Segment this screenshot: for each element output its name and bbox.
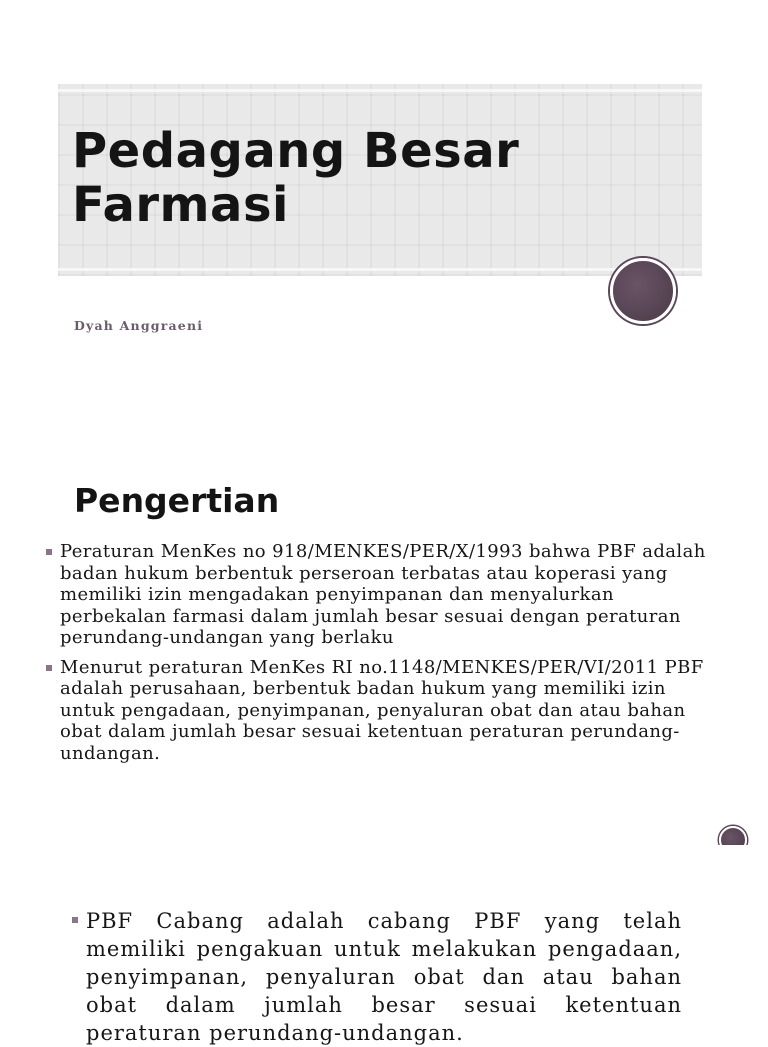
list-item-text: PBF Cabang adalah cabang PBF yang telah memiliki pengakuan untuk melakukan pengadaan, penyimpanan, penyaluran obat dan atau bahan obat dalam jumlah besar sesuai ketentuan peraturan perundang-undangan.	[86, 909, 682, 1045]
definition-list	[72, 907, 682, 1047]
decorative-circle-icon	[610, 258, 676, 324]
list-item-text: Peraturan MenKes no 918/MENKES/PER/X/1993 bahwa PBF adalah badan hukum berbentuk perseroan terbatas atau koperasi yang memiliki izin mengadakan penyimpanan dan menyalurkan perbekalan farmasi dalam jumlah besar sesuai dengan peraturan perundang-undangan yang berlaku	[60, 541, 706, 648]
presentation-title: Pedagang Besar Farmasi	[72, 123, 520, 233]
slide-pbf-cabang	[0, 845, 768, 1045]
list-item	[46, 541, 710, 649]
slide-pengertian	[0, 385, 768, 845]
list-item-text: Menurut peraturan MenKes RI no.1148/MENKES/PER/VI/2011 PBF adalah perusahaan, berbentuk badan hukum yang memiliki izin untuk pengadaan, penyimpanan, penyaluran obat dan atau bahan obat dalam jumlah besar sesuai ketentuan peraturan perundang-undangan.	[60, 656, 704, 764]
list-item	[46, 657, 710, 765]
list-item	[72, 907, 682, 1047]
bullet-square-icon	[72, 917, 78, 923]
author-name: Dyah Anggraeni	[74, 318, 204, 333]
bullet-square-icon	[46, 549, 52, 555]
bullet-square-icon	[46, 665, 52, 671]
section-heading: Pengertian	[74, 481, 280, 520]
definition-list	[46, 541, 710, 772]
slide-title	[0, 0, 768, 385]
